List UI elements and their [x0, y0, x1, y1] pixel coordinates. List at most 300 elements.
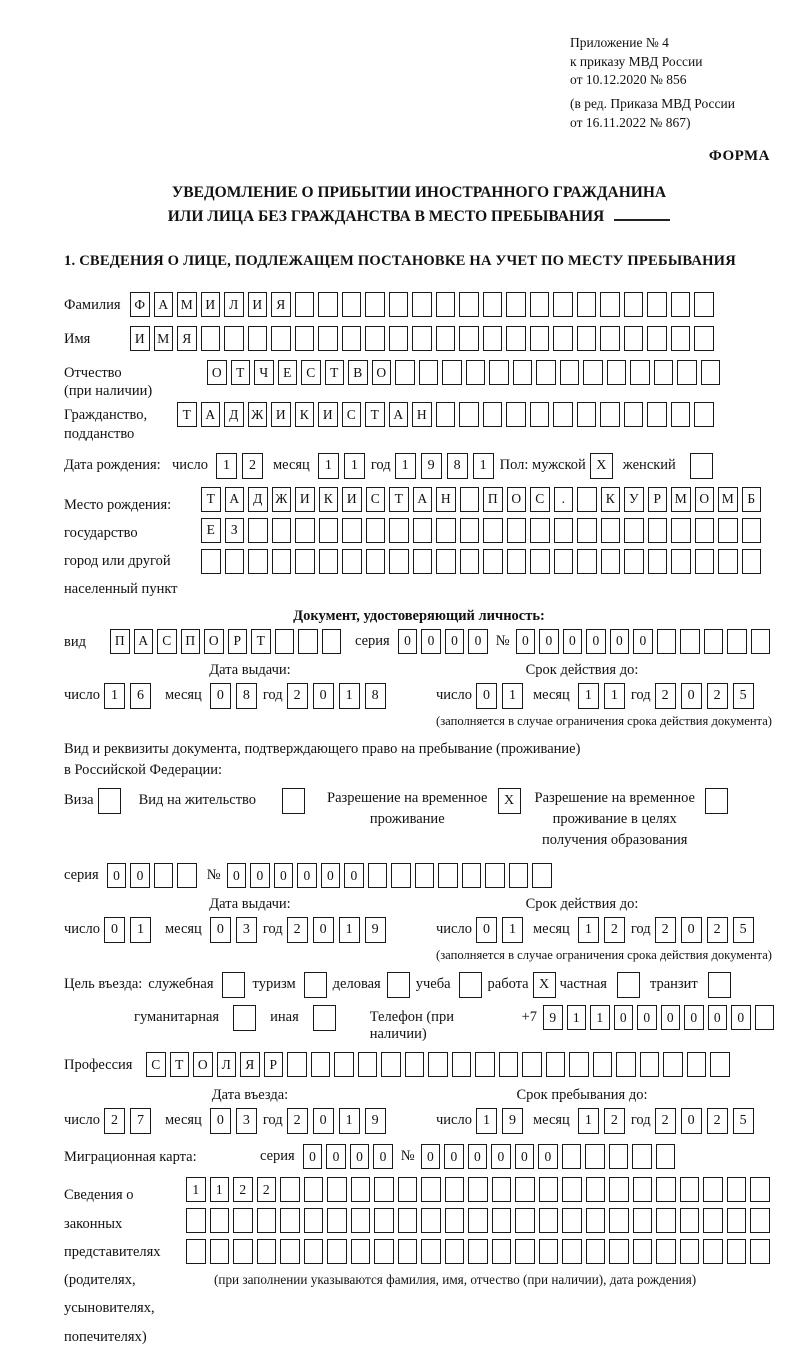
char-box[interactable]	[459, 326, 479, 351]
char-box[interactable]	[630, 360, 650, 385]
char-box[interactable]: 1	[502, 917, 523, 943]
char-box[interactable]	[671, 402, 691, 427]
char-box[interactable]	[671, 326, 691, 351]
char-box[interactable]: 2	[655, 683, 676, 709]
char-box[interactable]	[413, 518, 433, 543]
char-box[interactable]: 0	[681, 917, 702, 943]
char-box[interactable]: 8	[447, 453, 468, 479]
char-box[interactable]	[428, 1052, 448, 1077]
char-box[interactable]	[452, 1052, 472, 1077]
char-box[interactable]	[560, 360, 580, 385]
char-box[interactable]	[750, 1177, 770, 1202]
char-box[interactable]	[657, 629, 677, 654]
char-box[interactable]	[654, 360, 674, 385]
char-box[interactable]: 0	[708, 1005, 728, 1030]
char-box[interactable]	[656, 1208, 676, 1233]
char-box[interactable]	[295, 326, 315, 351]
sex-male-checkbox[interactable]: X	[590, 453, 613, 479]
char-box[interactable]: 0	[398, 629, 418, 654]
char-box[interactable]	[586, 1177, 606, 1202]
char-box[interactable]: 0	[130, 863, 150, 888]
purpose-transit-checkbox[interactable]	[708, 972, 731, 998]
char-box[interactable]	[462, 863, 482, 888]
char-box[interactable]	[507, 549, 527, 574]
char-box[interactable]	[509, 863, 529, 888]
char-box[interactable]: 5	[733, 917, 754, 943]
char-box[interactable]	[177, 863, 197, 888]
char-box[interactable]: Е	[278, 360, 298, 385]
char-box[interactable]	[640, 1052, 660, 1077]
char-box[interactable]	[553, 292, 573, 317]
char-box[interactable]	[600, 292, 620, 317]
char-box[interactable]: 0	[614, 1005, 634, 1030]
char-box[interactable]	[687, 1052, 707, 1077]
char-box[interactable]: 8	[236, 683, 257, 709]
char-box[interactable]	[656, 1177, 676, 1202]
char-box[interactable]: 2	[604, 1108, 625, 1134]
char-box[interactable]: 2	[707, 1108, 728, 1134]
char-box[interactable]	[374, 1177, 394, 1202]
char-box[interactable]: 0	[681, 1108, 702, 1134]
char-box[interactable]	[609, 1208, 629, 1233]
char-box[interactable]	[366, 549, 386, 574]
char-box[interactable]	[225, 549, 245, 574]
char-box[interactable]	[468, 1239, 488, 1264]
sex-female-checkbox[interactable]	[690, 453, 713, 479]
char-box[interactable]	[507, 518, 527, 543]
char-box[interactable]	[695, 518, 715, 543]
char-box[interactable]: А	[201, 402, 221, 427]
char-box[interactable]: З	[225, 518, 245, 543]
char-box[interactable]: 0	[303, 1144, 323, 1169]
char-box[interactable]: Р	[648, 487, 668, 512]
char-box[interactable]: И	[271, 402, 291, 427]
char-box[interactable]: Я	[240, 1052, 260, 1077]
char-box[interactable]	[318, 292, 338, 317]
char-box[interactable]: 2	[287, 917, 308, 943]
char-box[interactable]: 6	[130, 683, 151, 709]
char-box[interactable]	[513, 360, 533, 385]
char-box[interactable]	[445, 1177, 465, 1202]
char-box[interactable]	[624, 402, 644, 427]
char-box[interactable]	[272, 518, 292, 543]
char-box[interactable]: 2	[655, 1108, 676, 1134]
char-box[interactable]	[624, 326, 644, 351]
char-box[interactable]	[154, 863, 174, 888]
char-box[interactable]	[677, 360, 697, 385]
char-box[interactable]: 0	[444, 1144, 464, 1169]
char-box[interactable]: 9	[502, 1108, 523, 1134]
char-box[interactable]	[389, 292, 409, 317]
char-box[interactable]	[624, 292, 644, 317]
char-box[interactable]: 1	[502, 683, 523, 709]
char-box[interactable]: И	[248, 292, 268, 317]
char-box[interactable]	[257, 1208, 277, 1233]
char-box[interactable]: П	[110, 629, 130, 654]
char-box[interactable]	[585, 1144, 605, 1169]
char-box[interactable]: Т	[389, 487, 409, 512]
char-box[interactable]: 0	[681, 683, 702, 709]
char-box[interactable]: 2	[233, 1177, 253, 1202]
char-box[interactable]	[755, 1005, 775, 1030]
char-box[interactable]: 2	[604, 917, 625, 943]
char-box[interactable]	[718, 549, 738, 574]
char-box[interactable]: 0	[350, 1144, 370, 1169]
char-box[interactable]: 1	[395, 453, 416, 479]
purpose-private-checkbox[interactable]	[617, 972, 640, 998]
title-blank-underline[interactable]	[614, 207, 670, 221]
char-box[interactable]	[530, 326, 550, 351]
char-box[interactable]: 9	[365, 917, 386, 943]
char-box[interactable]: 1	[104, 683, 125, 709]
char-box[interactable]: А	[389, 402, 409, 427]
char-box[interactable]	[704, 629, 724, 654]
char-box[interactable]	[609, 1177, 629, 1202]
char-box[interactable]	[515, 1208, 535, 1233]
char-box[interactable]: 0	[563, 629, 583, 654]
char-box[interactable]: 2	[287, 683, 308, 709]
char-box[interactable]: 2	[707, 683, 728, 709]
char-box[interactable]	[710, 1052, 730, 1077]
char-box[interactable]	[751, 629, 771, 654]
char-box[interactable]	[483, 292, 503, 317]
char-box[interactable]	[593, 1052, 613, 1077]
char-box[interactable]: 0	[107, 863, 127, 888]
char-box[interactable]: 0	[274, 863, 294, 888]
char-box[interactable]	[671, 292, 691, 317]
char-box[interactable]: 0	[637, 1005, 657, 1030]
char-box[interactable]: К	[295, 402, 315, 427]
char-box[interactable]: С	[301, 360, 321, 385]
char-box[interactable]	[275, 629, 295, 654]
char-box[interactable]	[506, 326, 526, 351]
char-box[interactable]	[436, 292, 456, 317]
char-box[interactable]	[506, 402, 526, 427]
char-box[interactable]: 0	[684, 1005, 704, 1030]
char-box[interactable]	[671, 549, 691, 574]
char-box[interactable]	[648, 518, 668, 543]
residence-permit-checkbox[interactable]	[282, 788, 305, 814]
char-box[interactable]	[586, 1208, 606, 1233]
char-box[interactable]	[483, 402, 503, 427]
char-box[interactable]	[460, 518, 480, 543]
char-box[interactable]: 3	[236, 1108, 257, 1134]
char-box[interactable]	[280, 1239, 300, 1264]
char-box[interactable]	[342, 326, 362, 351]
char-box[interactable]	[304, 1208, 324, 1233]
char-box[interactable]	[295, 292, 315, 317]
char-box[interactable]	[492, 1208, 512, 1233]
char-box[interactable]: Л	[224, 292, 244, 317]
char-box[interactable]	[442, 360, 462, 385]
char-box[interactable]	[506, 292, 526, 317]
char-box[interactable]: 9	[421, 453, 442, 479]
char-box[interactable]	[459, 402, 479, 427]
char-box[interactable]	[318, 326, 338, 351]
char-box[interactable]: П	[483, 487, 503, 512]
char-box[interactable]	[656, 1144, 676, 1169]
char-box[interactable]: 5	[733, 1108, 754, 1134]
char-box[interactable]	[522, 1052, 542, 1077]
char-box[interactable]	[466, 360, 486, 385]
char-box[interactable]: Ж	[248, 402, 268, 427]
char-box[interactable]: 5	[733, 683, 754, 709]
char-box[interactable]: Б	[742, 487, 762, 512]
char-box[interactable]: Р	[264, 1052, 284, 1077]
char-box[interactable]: 0	[491, 1144, 511, 1169]
char-box[interactable]	[532, 863, 552, 888]
char-box[interactable]: 2	[104, 1108, 125, 1134]
char-box[interactable]	[421, 1208, 441, 1233]
char-box[interactable]	[280, 1208, 300, 1233]
char-box[interactable]	[680, 1177, 700, 1202]
char-box[interactable]: 0	[227, 863, 247, 888]
char-box[interactable]: Я	[271, 292, 291, 317]
char-box[interactable]	[577, 326, 597, 351]
char-box[interactable]	[569, 1052, 589, 1077]
char-box[interactable]: 1	[130, 917, 151, 943]
char-box[interactable]	[553, 402, 573, 427]
char-box[interactable]: М	[154, 326, 174, 351]
char-box[interactable]	[201, 326, 221, 351]
char-box[interactable]	[368, 863, 388, 888]
char-box[interactable]	[530, 402, 550, 427]
char-box[interactable]	[436, 402, 456, 427]
char-box[interactable]: 7	[130, 1108, 151, 1134]
char-box[interactable]: Е	[201, 518, 221, 543]
char-box[interactable]	[398, 1208, 418, 1233]
char-box[interactable]	[445, 1208, 465, 1233]
char-box[interactable]	[322, 629, 342, 654]
char-box[interactable]	[553, 326, 573, 351]
char-box[interactable]: В	[348, 360, 368, 385]
char-box[interactable]	[413, 549, 433, 574]
char-box[interactable]: Т	[365, 402, 385, 427]
char-box[interactable]	[554, 549, 574, 574]
char-box[interactable]	[727, 1239, 747, 1264]
char-box[interactable]	[671, 518, 691, 543]
char-box[interactable]: М	[671, 487, 691, 512]
char-box[interactable]: 0	[539, 629, 559, 654]
purpose-work-checkbox[interactable]: X	[533, 972, 556, 998]
char-box[interactable]: 0	[633, 629, 653, 654]
char-box[interactable]	[248, 518, 268, 543]
char-box[interactable]	[701, 360, 721, 385]
char-box[interactable]	[460, 549, 480, 574]
char-box[interactable]	[233, 1239, 253, 1264]
char-box[interactable]	[436, 549, 456, 574]
char-box[interactable]: 1	[590, 1005, 610, 1030]
char-box[interactable]	[694, 402, 714, 427]
char-box[interactable]	[583, 360, 603, 385]
char-box[interactable]	[607, 360, 627, 385]
char-box[interactable]: Р	[228, 629, 248, 654]
char-box[interactable]	[483, 549, 503, 574]
char-box[interactable]	[257, 1239, 277, 1264]
char-box[interactable]	[248, 549, 268, 574]
char-box[interactable]	[718, 518, 738, 543]
char-box[interactable]: 1	[476, 1108, 497, 1134]
char-box[interactable]	[624, 518, 644, 543]
char-box[interactable]	[530, 518, 550, 543]
char-box[interactable]: 2	[655, 917, 676, 943]
char-box[interactable]: О	[193, 1052, 213, 1077]
char-box[interactable]: Ч	[254, 360, 274, 385]
char-box[interactable]	[224, 326, 244, 351]
char-box[interactable]: 1	[567, 1005, 587, 1030]
char-box[interactable]: С	[366, 487, 386, 512]
char-box[interactable]: 2	[287, 1108, 308, 1134]
char-box[interactable]	[342, 292, 362, 317]
char-box[interactable]	[536, 360, 556, 385]
char-box[interactable]	[210, 1208, 230, 1233]
char-box[interactable]: К	[319, 487, 339, 512]
char-box[interactable]: Ф	[130, 292, 150, 317]
char-box[interactable]: 1	[210, 1177, 230, 1202]
char-box[interactable]	[663, 1052, 683, 1077]
char-box[interactable]: 9	[365, 1108, 386, 1134]
char-box[interactable]	[680, 1208, 700, 1233]
char-box[interactable]	[475, 1052, 495, 1077]
char-box[interactable]	[562, 1208, 582, 1233]
char-box[interactable]: 0	[610, 629, 630, 654]
char-box[interactable]	[421, 1177, 441, 1202]
char-box[interactable]	[562, 1177, 582, 1202]
char-box[interactable]: О	[695, 487, 715, 512]
char-box[interactable]	[515, 1177, 535, 1202]
char-box[interactable]	[319, 549, 339, 574]
char-box[interactable]	[334, 1052, 354, 1077]
char-box[interactable]	[483, 518, 503, 543]
temp-permit-checkbox[interactable]: X	[498, 788, 521, 814]
char-box[interactable]	[398, 1177, 418, 1202]
char-box[interactable]: Д	[224, 402, 244, 427]
char-box[interactable]	[694, 326, 714, 351]
char-box[interactable]: 0	[421, 629, 441, 654]
char-box[interactable]	[186, 1208, 206, 1233]
char-box[interactable]	[530, 292, 550, 317]
char-box[interactable]	[327, 1177, 347, 1202]
char-box[interactable]: 0	[250, 863, 270, 888]
char-box[interactable]	[412, 292, 432, 317]
char-box[interactable]	[351, 1208, 371, 1233]
char-box[interactable]: Я	[177, 326, 197, 351]
char-box[interactable]: У	[624, 487, 644, 512]
char-box[interactable]	[703, 1239, 723, 1264]
char-box[interactable]	[489, 360, 509, 385]
char-box[interactable]: 1	[216, 453, 237, 479]
char-box[interactable]	[445, 1239, 465, 1264]
char-box[interactable]: И	[201, 292, 221, 317]
char-box[interactable]	[311, 1052, 331, 1077]
char-box[interactable]	[271, 326, 291, 351]
char-box[interactable]	[395, 360, 415, 385]
char-box[interactable]	[577, 487, 597, 512]
char-box[interactable]	[577, 518, 597, 543]
char-box[interactable]: 0	[468, 1144, 488, 1169]
char-box[interactable]	[389, 326, 409, 351]
char-box[interactable]	[485, 863, 505, 888]
char-box[interactable]	[342, 518, 362, 543]
char-box[interactable]: 0	[344, 863, 364, 888]
char-box[interactable]: Л	[217, 1052, 237, 1077]
char-box[interactable]	[616, 1052, 636, 1077]
char-box[interactable]: 1	[473, 453, 494, 479]
char-box[interactable]	[391, 863, 411, 888]
char-box[interactable]	[530, 549, 550, 574]
char-box[interactable]: Н	[412, 402, 432, 427]
char-box[interactable]: О	[507, 487, 527, 512]
char-box[interactable]	[633, 1208, 653, 1233]
char-box[interactable]	[609, 1144, 629, 1169]
char-box[interactable]: Т	[201, 487, 221, 512]
char-box[interactable]: И	[295, 487, 315, 512]
char-box[interactable]: Т	[325, 360, 345, 385]
char-box[interactable]: И	[342, 487, 362, 512]
char-box[interactable]	[703, 1177, 723, 1202]
char-box[interactable]: 1	[339, 683, 360, 709]
char-box[interactable]	[298, 629, 318, 654]
char-box[interactable]: 0	[210, 1108, 231, 1134]
char-box[interactable]: С	[157, 629, 177, 654]
char-box[interactable]: 0	[468, 629, 488, 654]
char-box[interactable]	[680, 1239, 700, 1264]
char-box[interactable]	[727, 1208, 747, 1233]
char-box[interactable]	[415, 863, 435, 888]
char-box[interactable]: 0	[297, 863, 317, 888]
char-box[interactable]	[554, 518, 574, 543]
char-box[interactable]	[483, 326, 503, 351]
char-box[interactable]: 0	[731, 1005, 751, 1030]
char-box[interactable]: М	[177, 292, 197, 317]
char-box[interactable]: 0	[373, 1144, 393, 1169]
char-box[interactable]	[492, 1177, 512, 1202]
char-box[interactable]: 0	[421, 1144, 441, 1169]
char-box[interactable]	[656, 1239, 676, 1264]
char-box[interactable]	[366, 518, 386, 543]
char-box[interactable]	[460, 487, 480, 512]
char-box[interactable]: А	[154, 292, 174, 317]
char-box[interactable]	[468, 1177, 488, 1202]
char-box[interactable]: А	[225, 487, 245, 512]
char-box[interactable]: 0	[326, 1144, 346, 1169]
char-box[interactable]: О	[207, 360, 227, 385]
char-box[interactable]: 3	[236, 917, 257, 943]
char-box[interactable]: 1	[604, 683, 625, 709]
char-box[interactable]	[499, 1052, 519, 1077]
char-box[interactable]: 2	[707, 917, 728, 943]
char-box[interactable]	[304, 1239, 324, 1264]
char-box[interactable]: 1	[578, 1108, 599, 1134]
char-box[interactable]: С	[530, 487, 550, 512]
char-box[interactable]: 0	[104, 917, 125, 943]
char-box[interactable]: 0	[516, 629, 536, 654]
char-box[interactable]	[742, 518, 762, 543]
char-box[interactable]: Ж	[272, 487, 292, 512]
char-box[interactable]: 0	[586, 629, 606, 654]
char-box[interactable]	[327, 1208, 347, 1233]
char-box[interactable]	[295, 518, 315, 543]
char-box[interactable]: М	[718, 487, 738, 512]
char-box[interactable]	[624, 549, 644, 574]
char-box[interactable]	[398, 1239, 418, 1264]
char-box[interactable]	[601, 518, 621, 543]
char-box[interactable]	[632, 1144, 652, 1169]
char-box[interactable]	[419, 360, 439, 385]
char-box[interactable]	[358, 1052, 378, 1077]
char-box[interactable]	[727, 1177, 747, 1202]
char-box[interactable]	[186, 1239, 206, 1264]
